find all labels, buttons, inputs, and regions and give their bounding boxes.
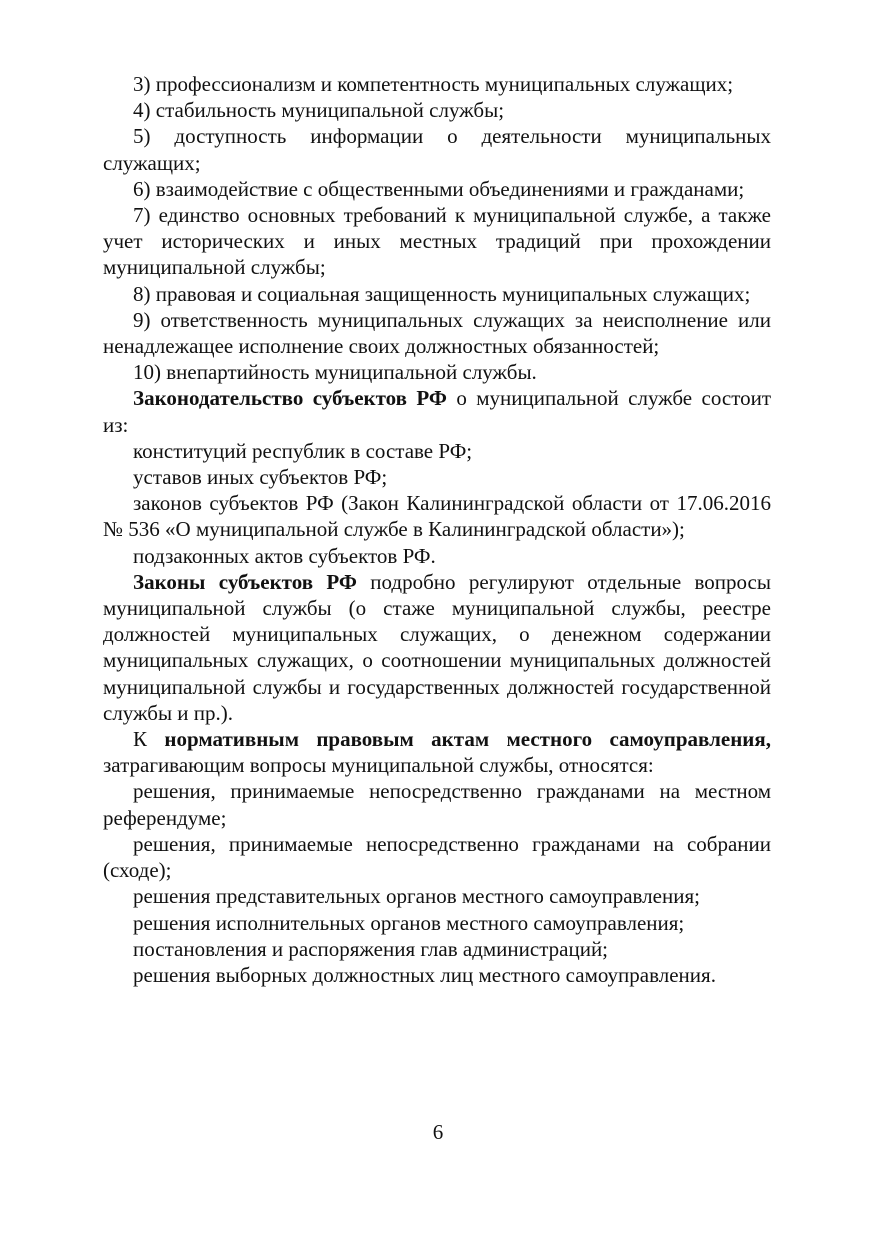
paragraph-principle-10: 10) внепартийность муниципальной службы. xyxy=(133,360,537,385)
paragraph-text: К xyxy=(133,727,165,752)
list-item-representative-bodies: решения представительных органов местного самоуправления; xyxy=(133,884,700,909)
list-item-executive-bodies: решения исполнительных органов местного самоуправления; xyxy=(133,910,685,935)
list-item-elected-officials: решения выборных должностных лиц местного самоуправления. xyxy=(133,962,716,987)
paragraph-local-acts xyxy=(103,726,771,778)
paragraph-principle-9: 9) ответственность муниципальных служащих за неисполнение или ненадлежащее исполнение своих должностных обязанностей; xyxy=(103,307,771,359)
paragraph-principle-7: 7) единство основных требований к муниципальной службе, а также учет исторических и иных местных традиций при прохождении муниципальной службы; xyxy=(103,203,771,280)
bold-term: нормативным правовым актам местного самоуправления, xyxy=(164,727,772,752)
paragraph-principle-8: 8) правовая и социальная защищенность муниципальных служащих; xyxy=(133,281,751,306)
paragraph-subject-legislation xyxy=(103,385,771,437)
list-item-constitutions: конституций республик в составе РФ; xyxy=(133,438,473,463)
paragraph-principle-4: 4) стабильность муниципальной службы; xyxy=(133,98,505,123)
page-number: 6 xyxy=(432,1120,444,1144)
list-item-decrees: постановления и распоряжения глав администраций; xyxy=(133,936,609,961)
list-item-charters: уставов иных субъектов РФ; xyxy=(133,465,388,490)
bold-term: Законодательство субъектов РФ xyxy=(133,386,447,411)
document-body xyxy=(103,71,771,988)
paragraph-principle-3: 3) профессионализм и компетентность муниципальных служащих; xyxy=(133,72,734,96)
paragraph-principle-6: 6) взаимодействие с общественными объединениями и гражданами; xyxy=(133,176,745,201)
bold-term: Законы субъектов РФ xyxy=(133,569,357,594)
list-item-bylaws: подзаконных актов субъектов РФ. xyxy=(133,543,436,568)
paragraph-text: затрагивающим вопросы муниципальной службы, относятся: xyxy=(103,753,654,778)
paragraph-text: подробно регулируют отдельные вопросы муниципальной службы (о стаже муниципальной службы, реестре должностей муниципальных служащих, о денежном содержании муниципальных служащих, о соотношении муниципальных должностей муниципальной службы и государственных должностей государственной службы и пр.). xyxy=(103,569,771,725)
paragraph-principle-5: 5) доступность информации о деятельности муниципальных служащих; xyxy=(103,124,771,175)
list-item-laws: законов субъектов РФ (Закон Калининградской области от 17.06.2016 № 536 «О муниципальной службе в Калининградской области»); xyxy=(103,491,771,542)
paragraph-text: о муниципальной службе состоит из: xyxy=(103,386,772,437)
paragraph-subject-laws xyxy=(103,569,771,726)
list-item-assembly: решения, принимаемые непосредственно гражданами на собрании (сходе); xyxy=(103,831,771,883)
list-item-referendum: решения, принимаемые непосредственно гражданами на местном референдуме; xyxy=(103,779,771,830)
